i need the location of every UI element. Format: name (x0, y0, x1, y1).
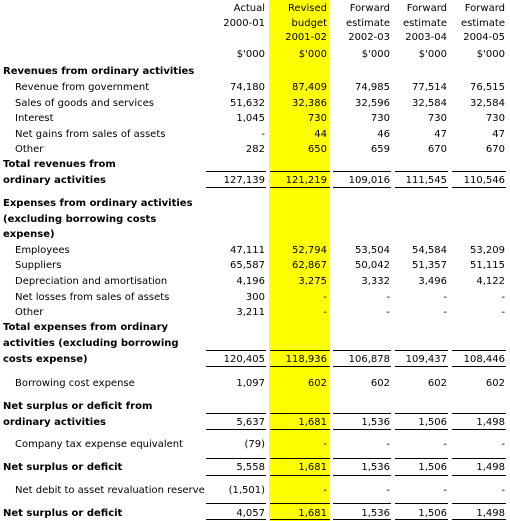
row-label: Net losses from sales of assets (15, 292, 170, 303)
rule-line (270, 366, 330, 367)
rule-line (333, 475, 391, 476)
row-value: 51,115 (470, 260, 505, 271)
row-label: ordinary activities (3, 417, 106, 428)
row-value: 32,584 (470, 98, 505, 109)
header-line-2 (0, 16, 510, 31)
table-row (0, 80, 510, 95)
row-label: Total expenses from ordinary (3, 322, 169, 333)
row-value: - (323, 485, 327, 496)
col-fwd2-year: 2003-04 (405, 32, 447, 43)
row-value: 127,139 (223, 175, 265, 186)
row-value: - (501, 439, 505, 450)
row-label: Expenses from ordinary activities (3, 198, 193, 209)
col-revised-year: 2001-02 (285, 32, 327, 43)
row-label: Suppliers (15, 260, 62, 271)
col-actual-year: 2000-01 (223, 18, 265, 29)
table-row (0, 227, 510, 242)
row-value: - (386, 307, 390, 318)
col-actual-line1: Actual (233, 3, 265, 14)
row-value: 1,498 (476, 462, 505, 473)
col-actual-unit: $'000 (236, 49, 265, 60)
table-row (0, 142, 510, 157)
row-value: 118,936 (285, 354, 327, 365)
row-value: - (323, 307, 327, 318)
rule-line (452, 413, 506, 414)
row-value: 650 (307, 144, 327, 155)
rule-line (206, 429, 266, 430)
row-value: 659 (370, 144, 390, 155)
row-value: 3,211 (236, 307, 265, 318)
row-label: Net surplus or deficit (3, 462, 123, 473)
table-row (0, 399, 510, 414)
col-fwd2-line2: estimate (402, 18, 447, 29)
rule-line (270, 519, 330, 520)
rule-line (206, 171, 266, 172)
table-row (0, 290, 510, 305)
rule-line (206, 350, 266, 351)
row-value: - (443, 292, 447, 303)
row-value: 1,498 (476, 417, 505, 428)
table-row (0, 96, 510, 111)
row-value: 32,596 (355, 98, 390, 109)
row-value: 730 (485, 113, 505, 124)
row-value: 1,506 (418, 508, 447, 519)
rule-line (206, 187, 266, 188)
col-fwd1-line1: Forward (349, 3, 390, 14)
row-value: 1,681 (298, 462, 327, 473)
row-value: 5,637 (236, 417, 265, 428)
row-value: 300 (245, 292, 265, 303)
row-value: 32,584 (412, 98, 447, 109)
row-label: Net gains from sales of assets (15, 129, 166, 140)
col-revised-line2: budget (291, 18, 327, 29)
row-value: 111,545 (405, 175, 447, 186)
col-fwd2-line1: Forward (406, 3, 447, 14)
rule-line (333, 187, 391, 188)
col-fwd3-year: 2004-05 (463, 32, 505, 43)
rule-line (270, 350, 330, 351)
row-value: 1,536 (361, 462, 390, 473)
row-label: Revenue from government (15, 82, 150, 93)
rule-line (206, 458, 266, 459)
row-value: 1,536 (361, 508, 390, 519)
table-row (0, 376, 510, 391)
row-value: - (323, 439, 327, 450)
row-value: 1,506 (418, 462, 447, 473)
rule-line (395, 171, 448, 172)
table-row (0, 320, 510, 335)
col-fwd1-year: 2002-03 (348, 32, 390, 43)
rule-line (395, 475, 448, 476)
table-row (0, 305, 510, 320)
row-value: - (386, 485, 390, 496)
row-value: 53,209 (470, 245, 505, 256)
rule-line (452, 187, 506, 188)
row-value: 670 (485, 144, 505, 155)
row-value: 51,632 (230, 98, 265, 109)
row-value: - (443, 485, 447, 496)
row-value: 108,446 (463, 354, 505, 365)
rule-line (206, 475, 266, 476)
rule-line (333, 429, 391, 430)
rule-line (206, 413, 266, 414)
rule-line (270, 187, 330, 188)
rule-line (452, 475, 506, 476)
row-value: - (501, 307, 505, 318)
table-row (0, 483, 510, 498)
row-value: 51,357 (412, 260, 447, 271)
rule-line (452, 429, 506, 430)
row-value: 62,867 (292, 260, 327, 271)
table-row (0, 336, 510, 351)
rule-line (395, 519, 448, 520)
col-fwd2-unit: $'000 (418, 49, 447, 60)
row-value: 4,196 (236, 276, 265, 287)
rule-line (452, 519, 506, 520)
row-value: 282 (245, 144, 265, 155)
row-value: 47 (434, 129, 447, 140)
rule-line (333, 350, 391, 351)
row-value: 602 (370, 378, 390, 389)
rule-line (395, 366, 448, 367)
rule-line (395, 458, 448, 459)
row-label: costs expense) (3, 354, 88, 365)
table-row (0, 352, 510, 367)
row-label: Net surplus or deficit from (3, 401, 153, 412)
row-value: 50,042 (355, 260, 390, 271)
row-value: 53,504 (355, 245, 390, 256)
rule-line (333, 458, 391, 459)
row-label: Employees (15, 245, 70, 256)
row-label: Revenues from ordinary activities (3, 66, 195, 77)
row-value: 730 (427, 113, 447, 124)
row-value: 4,122 (476, 276, 505, 287)
row-value: 670 (427, 144, 447, 155)
row-value: - (501, 485, 505, 496)
row-value: 109,016 (348, 175, 390, 186)
row-value: 1,045 (236, 113, 265, 124)
col-fwd3-line2: estimate (460, 18, 505, 29)
row-label: Depreciation and amortisation (15, 276, 168, 287)
row-value: 3,332 (361, 276, 390, 287)
col-fwd1-line2: estimate (345, 18, 390, 29)
row-label: Company tax expense equivalent (15, 439, 184, 450)
rule-line (333, 519, 391, 520)
row-value: 5,558 (236, 462, 265, 473)
rule-line (206, 366, 266, 367)
rule-line (452, 366, 506, 367)
row-label: Net debit to asset revaluation reserve (15, 485, 205, 496)
row-value: 54,584 (412, 245, 447, 256)
rule-line (270, 171, 330, 172)
rule-line (395, 187, 448, 188)
row-value: 730 (370, 113, 390, 124)
row-label: ordinary activities (3, 175, 106, 186)
row-value: (1,501) (228, 485, 265, 496)
table-row (0, 258, 510, 273)
header-units (0, 47, 510, 62)
rule-line (333, 171, 391, 172)
row-label: Total revenues from (3, 159, 116, 170)
row-value: 74,985 (355, 82, 390, 93)
row-value: 602 (307, 378, 327, 389)
row-value: 602 (485, 378, 505, 389)
rule-line (333, 366, 391, 367)
row-value: 120,405 (223, 354, 265, 365)
row-label: Borrowing cost expense (15, 378, 135, 389)
row-value: 47,111 (230, 245, 265, 256)
rule-line (206, 503, 266, 504)
row-label: activities (excluding borrowing (3, 338, 179, 349)
row-value: 77,514 (412, 82, 447, 93)
rule-line (452, 350, 506, 351)
row-label: Sales of goods and services (15, 98, 154, 109)
table-row (0, 212, 510, 227)
table-row (0, 460, 510, 475)
row-label: (excluding borrowing costs (3, 214, 157, 225)
rule-line (452, 503, 506, 504)
rule-line (270, 458, 330, 459)
row-value: 109,437 (405, 354, 447, 365)
row-value: 1,498 (476, 508, 505, 519)
row-value: 46 (377, 129, 390, 140)
row-value: 110,546 (463, 175, 505, 186)
rule-line (270, 429, 330, 430)
header-line-1 (0, 1, 510, 16)
row-value: 106,878 (348, 354, 390, 365)
rule-line (270, 503, 330, 504)
row-value: - (323, 292, 327, 303)
row-value: 730 (307, 113, 327, 124)
col-fwd3-line1: Forward (464, 3, 505, 14)
rule-line (395, 503, 448, 504)
rule-line (333, 503, 391, 504)
row-value: 121,219 (285, 175, 327, 186)
rule-line (395, 350, 448, 351)
row-value: 602 (427, 378, 447, 389)
rule-line (333, 413, 391, 414)
col-fwd1-unit: $'000 (361, 49, 390, 60)
rule-line (270, 413, 330, 414)
table-row (0, 157, 510, 172)
row-value: 65,587 (230, 260, 265, 271)
row-value: (79) (244, 439, 265, 450)
table-row (0, 274, 510, 289)
row-value: 52,794 (292, 245, 327, 256)
table-row (0, 243, 510, 258)
rule-line (452, 171, 506, 172)
row-value: - (501, 292, 505, 303)
rule-line (395, 413, 448, 414)
row-value: 3,496 (418, 276, 447, 287)
row-value: 1,681 (298, 417, 327, 428)
row-label: Other (15, 144, 44, 155)
table-row (0, 64, 510, 79)
rule-line (452, 458, 506, 459)
table-row (0, 127, 510, 142)
row-value: - (386, 439, 390, 450)
col-revised-line1: Revised (287, 3, 327, 14)
rule-line (395, 429, 448, 430)
row-value: 1,097 (236, 378, 265, 389)
row-value: 87,409 (292, 82, 327, 93)
row-value: 1,681 (298, 508, 327, 519)
row-value: 1,536 (361, 417, 390, 428)
row-value: - (261, 129, 265, 140)
table-row (0, 173, 510, 188)
row-value: - (443, 307, 447, 318)
col-fwd3-unit: $'000 (476, 49, 505, 60)
rule-line (206, 519, 266, 520)
row-value: - (386, 292, 390, 303)
row-value: 4,057 (236, 508, 265, 519)
row-value: 76,515 (470, 82, 505, 93)
col-revised-unit: $'000 (298, 49, 327, 60)
row-value: 44 (314, 129, 327, 140)
table-row (0, 415, 510, 430)
row-value: 47 (492, 129, 505, 140)
row-value: 1,506 (418, 417, 447, 428)
row-value: 32,386 (292, 98, 327, 109)
header-line-3 (0, 30, 510, 45)
row-value: 3,275 (298, 276, 327, 287)
row-label: Other (15, 307, 44, 318)
row-label: expense) (3, 229, 55, 240)
table-row (0, 437, 510, 452)
row-label: Interest (15, 113, 54, 124)
row-value: 74,180 (230, 82, 265, 93)
row-label: Net surplus or deficit (3, 508, 123, 519)
table-row (0, 111, 510, 126)
row-value: - (443, 439, 447, 450)
rule-line (270, 475, 330, 476)
table-row (0, 196, 510, 211)
